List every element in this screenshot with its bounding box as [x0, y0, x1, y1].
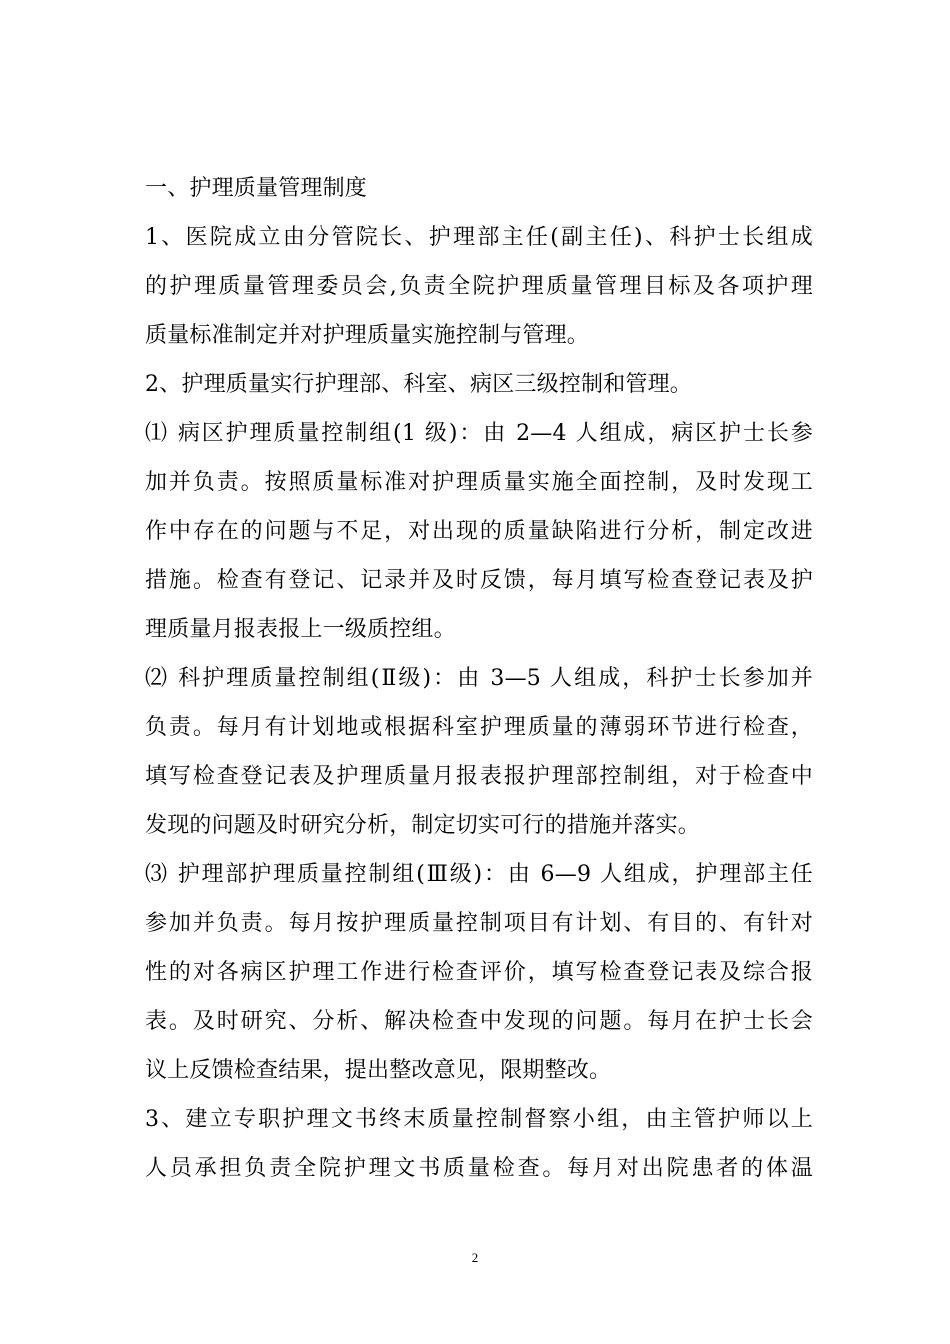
- paragraph-line: 议上反馈检查结果，提出整改意见，限期整改。: [145, 1058, 612, 1083]
- paragraph-line: 性的对各病区护理工作进行检查评价，填写检查登记表及综合报: [145, 960, 813, 985]
- paragraph-line: 参加并负责。每月按护理质量控制项目有计划、有目的、有针对: [145, 911, 813, 936]
- paragraph-line: ⑴ 病区护理质量控制组(1 级)：由 2—4 人组成，病区护士长参: [145, 421, 813, 446]
- paragraph-line: ⑶ 护理部护理质量控制组(Ⅲ级)：由 6—9 人组成，护理部主任: [145, 862, 813, 887]
- paragraph-line: 人员承担负责全院护理文书质量检查。每月对出院患者的体温: [145, 1156, 813, 1181]
- paragraph-line: 作中存在的问题与不足，对出现的质量缺陷进行分析，制定改进: [145, 519, 813, 544]
- page-number: 2: [471, 1250, 479, 1265]
- paragraph-line: ⑵ 科护理质量控制组(Ⅱ级)：由 3—5 人组成，科护士长参加并: [145, 666, 813, 691]
- paragraph-line: 的护理质量管理委员会,负责全院护理质量管理目标及各项护理: [145, 274, 813, 299]
- paragraph-line: 2、护理质量实行护理部、科室、病区三级控制和管理。: [145, 372, 692, 397]
- paragraph-line: 措施。检查有登记、记录并及时反馈，每月填写检查登记表及护: [145, 568, 813, 593]
- paragraph-line: 表。及时研究、分析、解决检查中发现的问题。每月在护士长会: [145, 1009, 813, 1034]
- paragraph-line: 理质量月报表报上一级质控组。: [145, 617, 456, 642]
- paragraph-line: 加并负责。按照质量标准对护理质量实施全面控制，及时发现工: [145, 470, 813, 495]
- paragraph-line: 负责。每月有计划地或根据科室护理质量的薄弱环节进行检查，: [145, 715, 813, 740]
- paragraph-line: 发现的问题及时研究分析，制定切实可行的措施并落实。: [145, 813, 701, 838]
- paragraph-line: 3、建立专职护理文书终末质量控制督察小组，由主管护师以上: [145, 1107, 813, 1132]
- paragraph-line: 质量标准制定并对护理质量实施控制与管理。: [145, 323, 590, 348]
- paragraph-line: 1、医院成立由分管院长、护理部主任(副主任)、科护士长组成: [145, 225, 813, 250]
- paragraph-line: 填写检查登记表及护理质量月报表报护理部控制组，对于检查中: [145, 764, 813, 789]
- section-heading: 一、护理质量管理制度: [145, 176, 368, 201]
- document-body: [145, 164, 813, 1193]
